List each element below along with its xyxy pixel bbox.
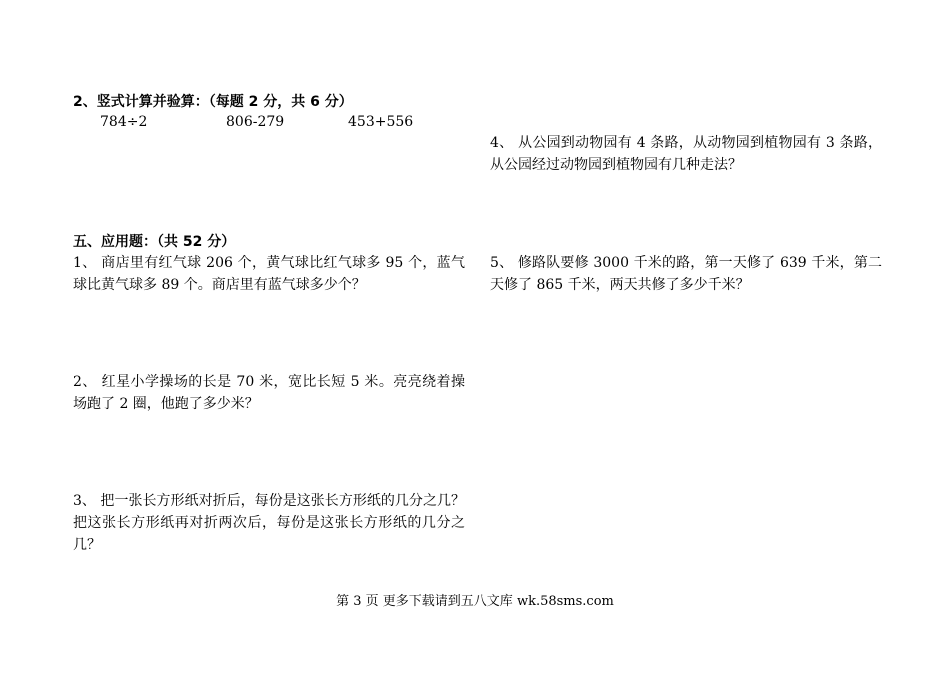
problem-1: 1、 商店里有红气球 206 个，黄气球比红气球多 95 个，蓝气球比黄气球多 89 个。商店里有蓝气球多少个？	[73, 255, 465, 293]
calc-row	[73, 112, 473, 132]
calc-item-2: 806-279	[226, 114, 285, 130]
problem-2: 2、 红星小学操场的长是 70 米，宽比长短 5 米。亮亮绕着操场跑了 2 圈，他跑了多少米？	[73, 374, 465, 412]
problem-5: 5、 修路队要修 3000 千米的路，第一天修了 639 千米，第二天修了 865 千米，两天共修了多少千米？	[490, 255, 882, 293]
section-5-title: 五、应用题：（共 52 分）	[73, 234, 236, 250]
section-2-title: 2、竖式计算并验算：（每题 2 分，共 6 分）	[73, 94, 353, 110]
calc-item-1: 784÷2	[100, 114, 148, 130]
problem-3: 3、 把一张长方形纸对折后，每份是这张长方形纸的几分之几？把这张长方形纸再对折两次后，每份是这张长方形纸的几分之几？	[73, 493, 465, 553]
page-footer: 第 3 页 更多下载请到五八文库 wk.58sms.com	[336, 594, 614, 609]
problem-4: 4、 从公园到动物园有 4 条路，从动物园到植物园有 3 条路，从公园经过动物园到植物园有几种走法？	[490, 135, 882, 173]
calc-item-3: 453+556	[348, 114, 414, 130]
